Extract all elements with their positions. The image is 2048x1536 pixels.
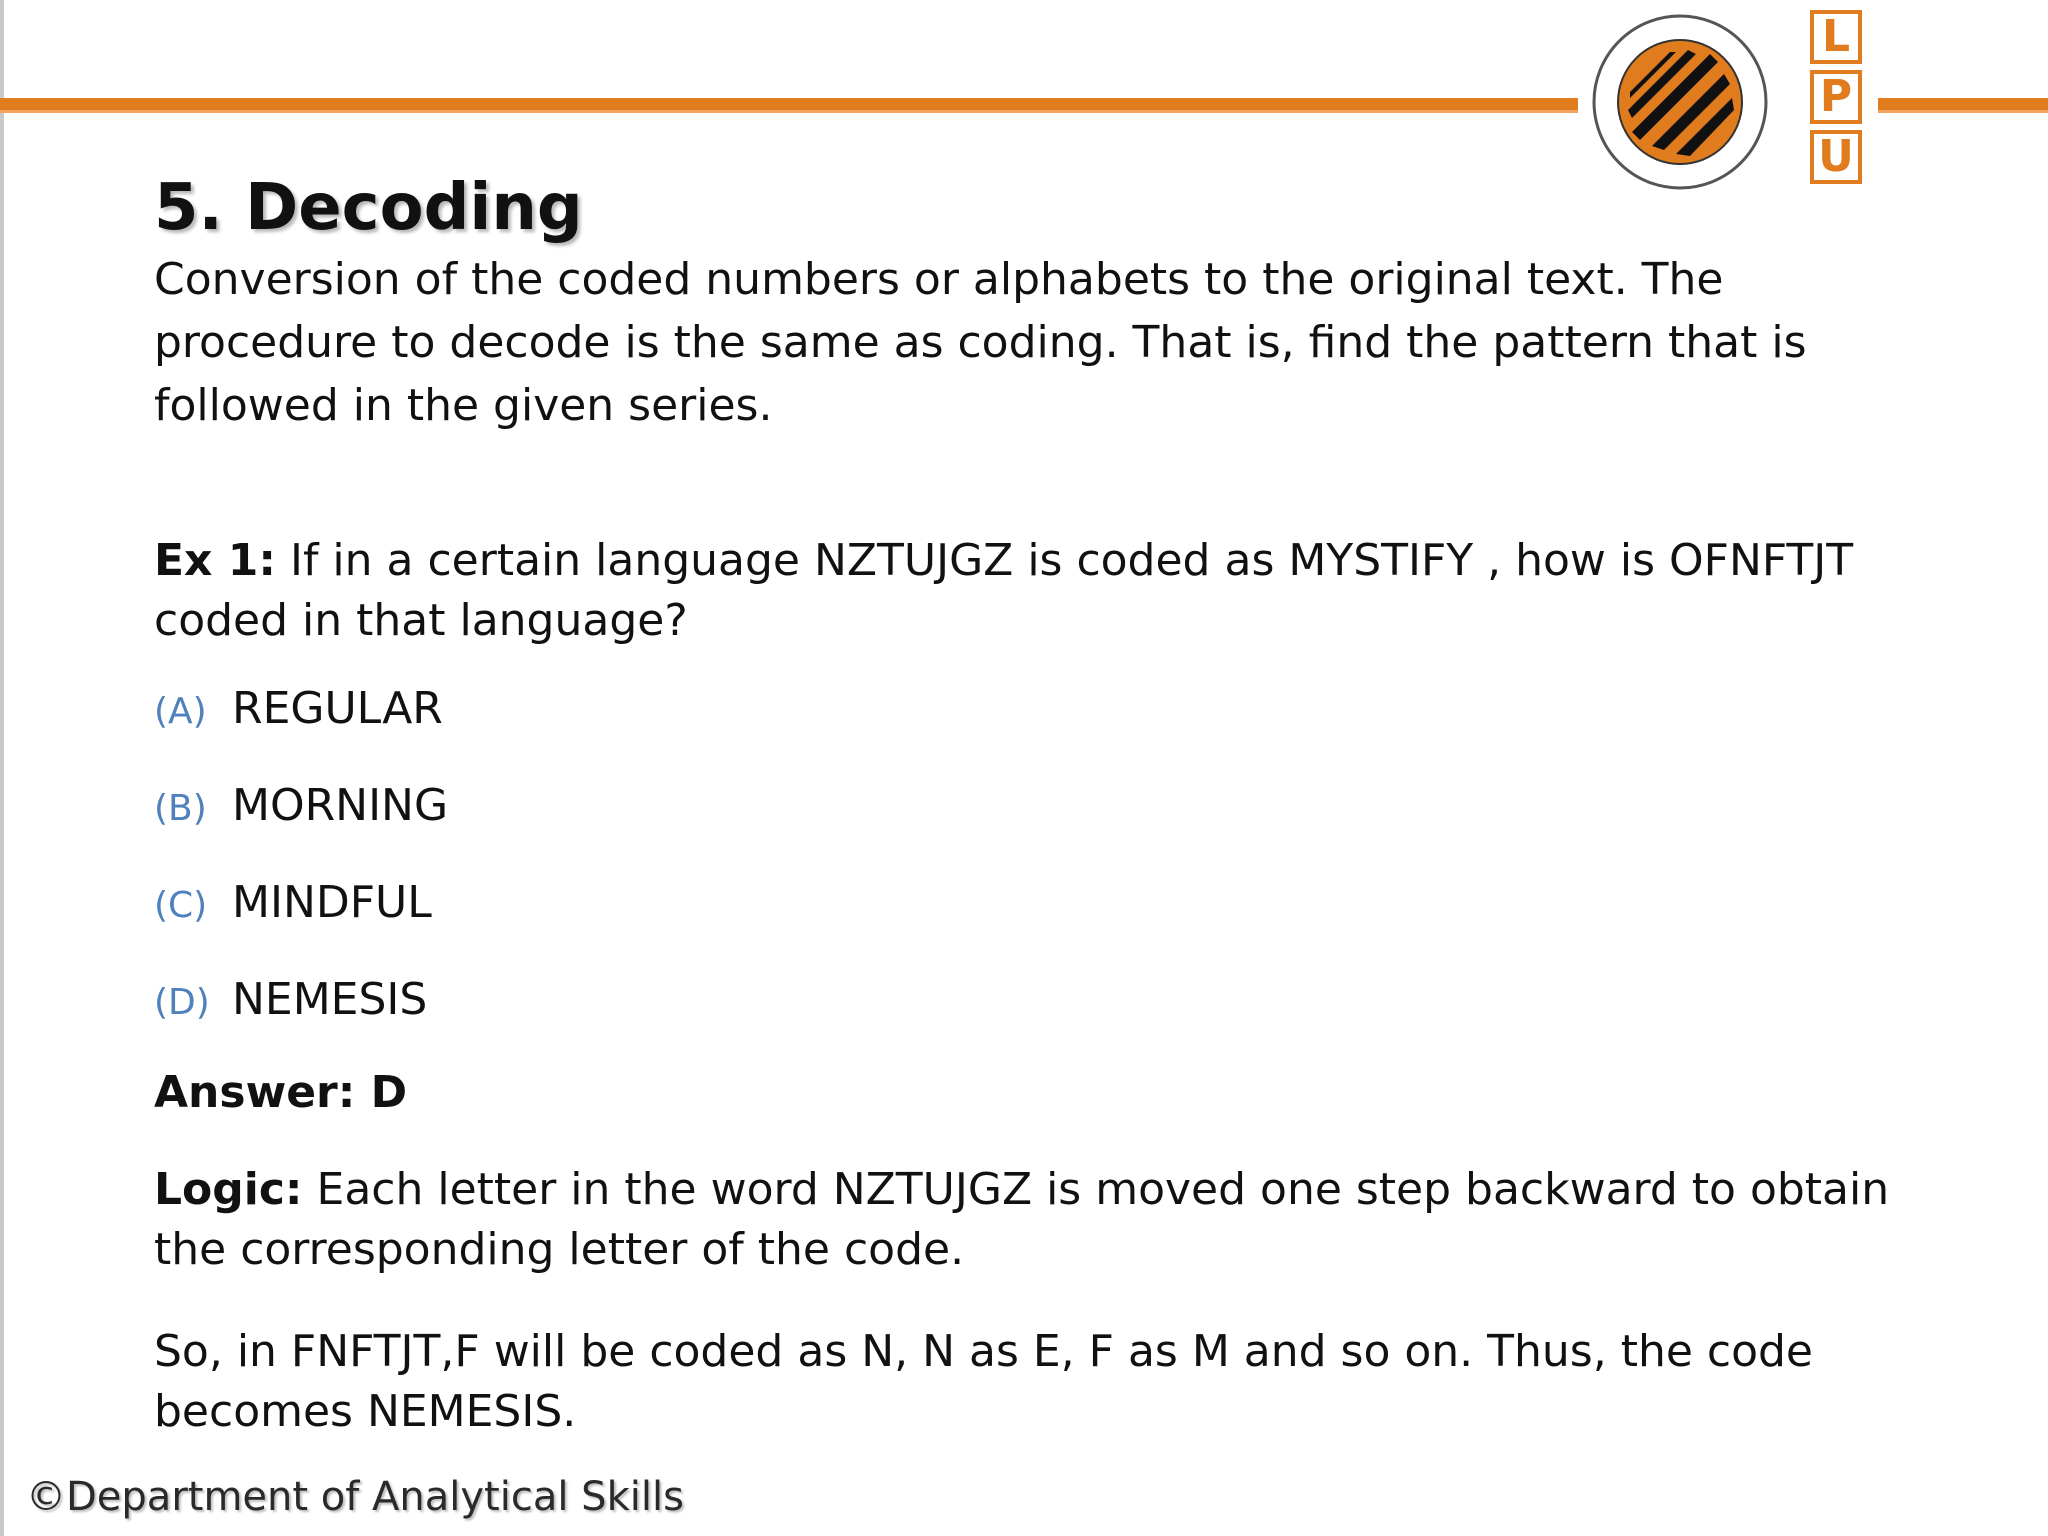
example-label: Ex 1: xyxy=(154,535,276,586)
options-list xyxy=(154,679,1914,1067)
logo-letter-u: U xyxy=(1810,130,1862,184)
option-text: MORNING xyxy=(232,780,449,831)
option-label: (A) xyxy=(154,691,207,732)
option-text: NEMESIS xyxy=(232,974,428,1025)
slide-left-border xyxy=(0,0,4,1536)
logo-letter-p: P xyxy=(1810,70,1862,124)
footer-copyright: ©Department of Analytical Skills xyxy=(26,1474,684,1520)
header-rule-right xyxy=(1878,98,2048,113)
option-label: (C) xyxy=(154,885,208,926)
slide-content xyxy=(154,168,1914,1442)
option-b xyxy=(154,776,1914,873)
logic-label: Logic: xyxy=(154,1164,303,1215)
example-text: If in a certain language NZTUJGZ is coded as MYSTIFY , how is OFNFTJT coded in that language? xyxy=(154,535,1854,646)
option-c xyxy=(154,873,1914,970)
option-label: (B) xyxy=(154,788,207,829)
explanation-paragraph: So, in FNFTJT,F will be coded as N, N as E, F as M and so on. Thus, the code becomes NEMESIS. xyxy=(154,1326,1814,1437)
university-seal-logo xyxy=(1592,14,1768,190)
logo-letter-l: L xyxy=(1810,10,1862,64)
intro-paragraph: Conversion of the coded numbers or alphabets to the original text. The procedure to decode is the same as coding. That is, find the pattern that is followed in the given series. xyxy=(154,254,1807,431)
example-question xyxy=(154,531,1914,651)
option-d xyxy=(154,970,1914,1067)
slide-title: 5. Decoding xyxy=(154,171,583,245)
header-rule-left xyxy=(0,98,1578,113)
answer-line: Answer: D xyxy=(154,1067,408,1118)
logic-paragraph xyxy=(154,1160,1914,1280)
option-text: MINDFUL xyxy=(232,877,432,928)
option-text: REGULAR xyxy=(232,683,443,734)
option-label: (D) xyxy=(154,982,210,1023)
option-a xyxy=(154,679,1914,776)
logic-text: Each letter in the word NZTUJGZ is moved one step backward to obtain the corresponding letter of the code. xyxy=(154,1164,1890,1275)
